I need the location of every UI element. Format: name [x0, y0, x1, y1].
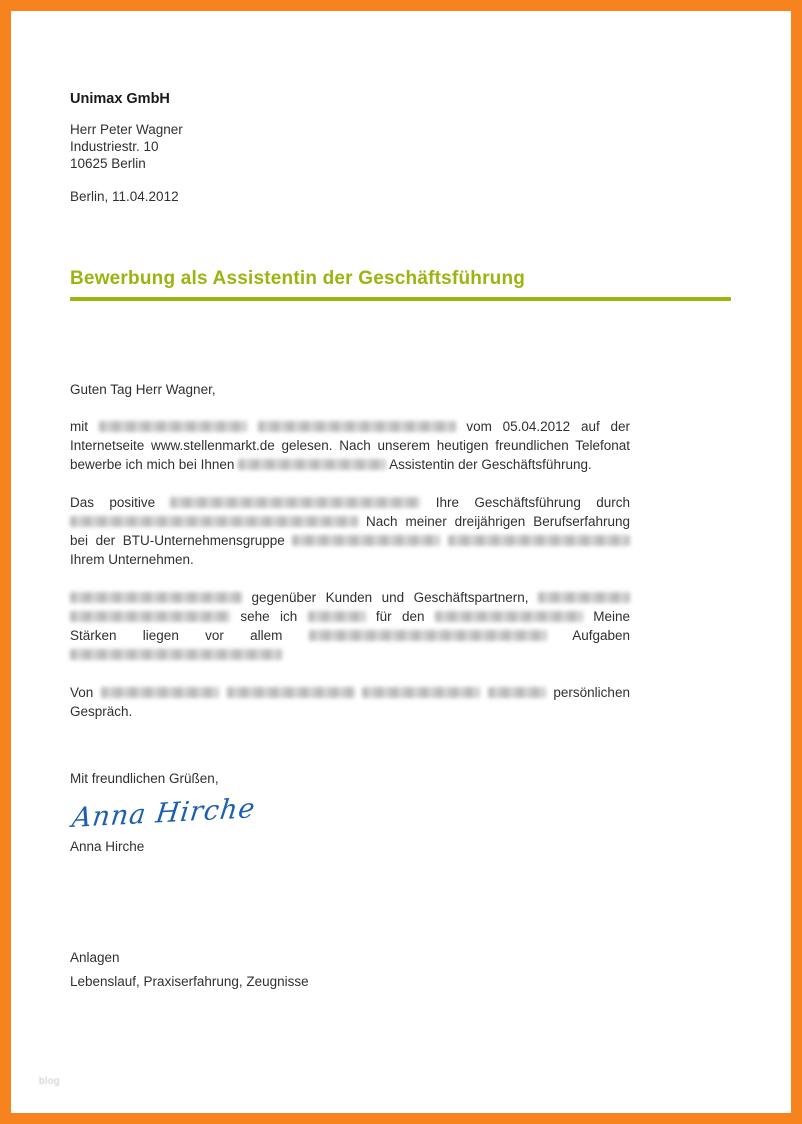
watermark-text: blog — [39, 1076, 60, 1087]
redacted-text — [309, 630, 547, 641]
redacted-text — [227, 687, 355, 698]
enclosures-label: Anlagen — [70, 950, 120, 965]
handwritten-signature: Anna Hirche — [70, 793, 258, 834]
recipient-address — [70, 121, 791, 172]
redacted-text — [308, 611, 366, 622]
redacted-text — [258, 421, 456, 432]
redacted-text — [101, 687, 219, 698]
redacted-text — [70, 516, 358, 527]
company-name: Unimax GmbH — [70, 91, 170, 107]
date-line: Berlin, 11.04.2012 — [70, 189, 179, 204]
recipient-street: Industriestr. 10 — [70, 139, 159, 154]
redacted-text — [70, 592, 242, 603]
redacted-text — [292, 535, 440, 546]
subject-underline — [70, 297, 731, 301]
redacted-text — [538, 592, 630, 603]
sender-name: Anna Hirche — [70, 839, 145, 854]
letter-content — [11, 11, 791, 989]
salutation: Guten Tag Herr Wagner, — [70, 382, 216, 397]
letter-sheet — [11, 11, 791, 1113]
redacted-text — [99, 421, 247, 432]
redacted-text — [448, 535, 630, 546]
letter-paragraph: Von persönlichen Gespräch. — [70, 685, 630, 719]
subject-heading: Bewerbung als Assistentin der Geschäftsführung — [70, 268, 526, 289]
redacted-text — [238, 459, 386, 470]
redacted-text — [70, 649, 282, 660]
redacted-text — [70, 611, 230, 622]
letter-paragraph: Das positive Ihre Geschäftsführung durch Nach meiner dreijährigen Berufserfahrung bei der BTU-Unternehmensgruppe Ihrem Unternehmen. — [70, 495, 630, 567]
redacted-text — [488, 687, 546, 698]
letter-paragraph: mit vom 05.04.2012 auf der Internetseite www.stellenmarkt.de gelesen. Nach unserem heutigen freundlichen Telefonat bewerbe ich mich bei Ihnen Assistentin der Geschäftsführung. — [70, 419, 630, 472]
redacted-text — [362, 687, 480, 698]
closing-line: Mit freundlichen Grüßen, — [70, 771, 219, 786]
enclosures-list: Lebenslauf, Praxiserfahrung, Zeugnisse — [70, 974, 309, 989]
recipient-city: 10625 Berlin — [70, 156, 146, 171]
letter-body — [70, 417, 630, 721]
redacted-text — [170, 497, 420, 508]
recipient-name: Herr Peter Wagner — [70, 122, 183, 137]
letter-paragraph: gegenüber Kunden und Geschäftspartnern, sehe ich für den Meine Stärken liegen vor allem Aufgaben — [70, 588, 630, 664]
redacted-text — [435, 611, 583, 622]
